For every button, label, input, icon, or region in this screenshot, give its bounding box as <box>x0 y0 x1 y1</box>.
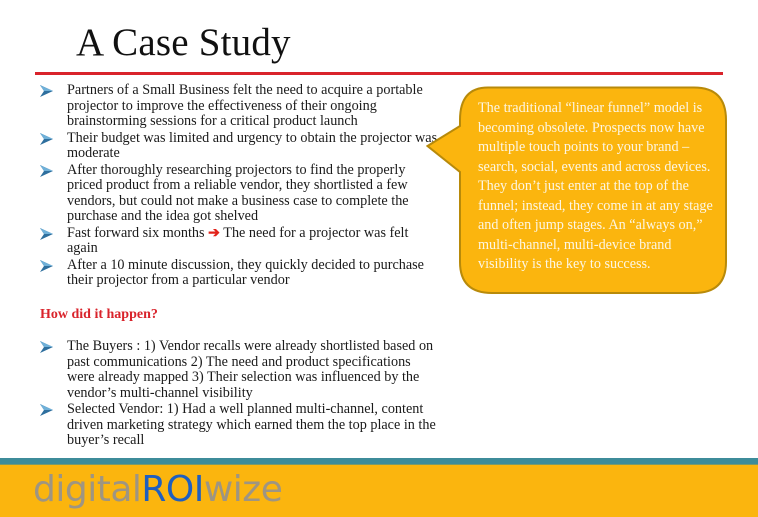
bullet-item <box>40 131 440 162</box>
arrow-bullet-icon <box>40 133 53 145</box>
title-divider <box>35 72 723 75</box>
arrow-bullet-icon <box>40 341 53 353</box>
bullet-item <box>40 226 440 257</box>
callout-text: The traditional “linear funnel” model is becoming obsolete. Prospects now have multiple touch points to your brand – search, social, events and across devices. They don’t just enter at the top of the funnel; instead, they come in at any stage and often jump stages. An “always on,” multi-channel, multi-device brand visibility is the key to success. <box>478 100 713 272</box>
right-arrow-icon: ➔ <box>208 224 220 241</box>
bullet-text: The Buyers : 1) Vendor recalls were already shortlisted based on past communications 2) The need and product specifications were already mapped 3) Their selection was influenced by the vendor’s multi-channel visibility <box>67 338 434 401</box>
bullet-item <box>40 258 440 289</box>
case-bullet-list <box>40 83 440 290</box>
section-subheading: How did it happen? <box>40 307 158 322</box>
bullet-item <box>40 402 440 449</box>
bullet-text: Selected Vendor: 1) Had a well planned multi-channel, content driven marketing strategy which earned them the top place in the buyer’s recall <box>67 401 436 448</box>
arrow-bullet-icon <box>40 228 53 240</box>
bullet-item <box>40 339 440 401</box>
bullet-text: Partners of a Small Business felt the need to acquire a portable projector to improve the effectiveness of their ongoing brainstorming sessions for a critical product launch <box>67 82 423 129</box>
bullet-text: The need for a projector was felt again <box>67 224 409 256</box>
footer-accent-bar <box>0 458 758 465</box>
bullet-text: Fast forward six months <box>67 224 205 241</box>
logo-text-digital: digital <box>33 469 142 510</box>
logo-text-roi: ROI <box>141 469 204 510</box>
bullet-item <box>40 83 440 130</box>
logo-text-wize: wize <box>203 469 283 510</box>
bullet-text: Their budget was limited and urgency to obtain the projector was moderate <box>67 129 438 161</box>
arrow-bullet-icon <box>40 404 53 416</box>
bullet-text: After a 10 minute discussion, they quickly decided to purchase their projector from a particular vendor <box>67 256 424 288</box>
bullet-text: After thoroughly researching projectors to find the properly priced product from a reliable vendor, they shortlisted a few vendors, but could not make a business case to complete the purchase and the idea got shelved <box>67 161 409 224</box>
arrow-bullet-icon <box>40 165 53 177</box>
arrow-bullet-icon <box>40 85 53 97</box>
explanation-bullet-list <box>40 339 440 450</box>
arrow-bullet-icon <box>40 260 53 272</box>
slide-title: A Case Study <box>76 21 291 64</box>
company-logo <box>33 465 282 515</box>
bullet-item <box>40 163 440 225</box>
